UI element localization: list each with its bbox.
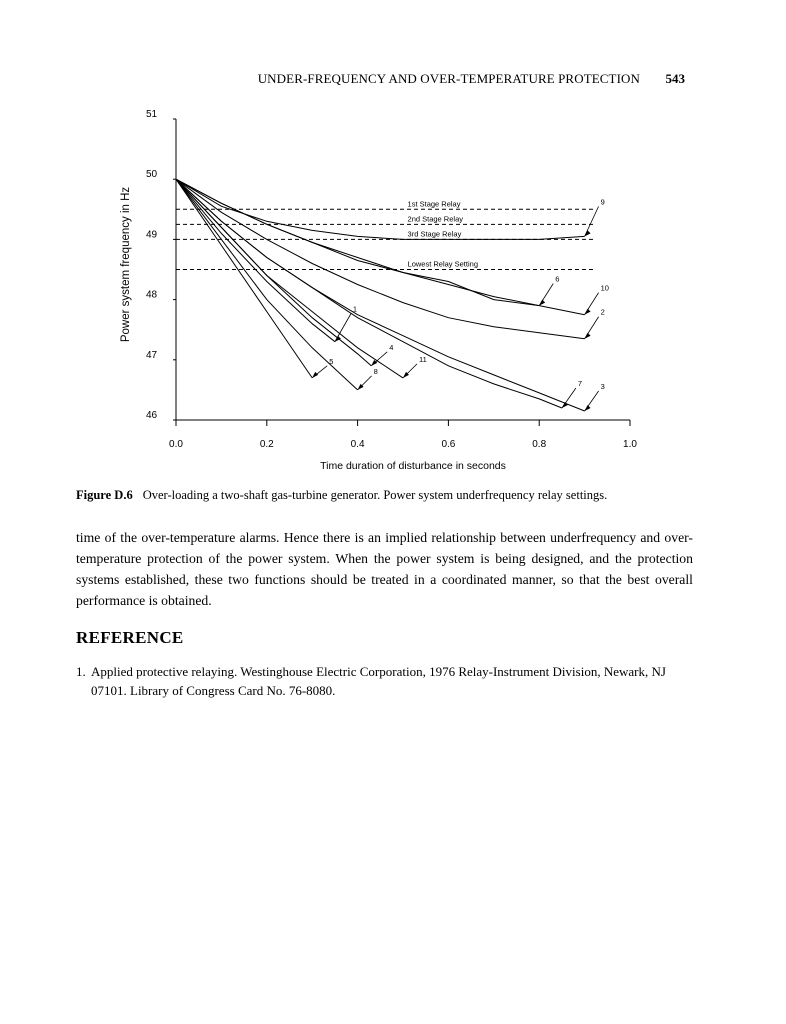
x-tick-label: 0.8 (532, 439, 547, 450)
series-label: 11 (419, 354, 427, 364)
frequency-chart (110, 105, 670, 480)
running-header (0, 71, 786, 91)
series-leader (585, 206, 599, 236)
x-tick-label: 1.0 (623, 439, 637, 450)
series-label: 2 (600, 307, 605, 317)
series-label: 8 (373, 366, 378, 376)
x-tick-label: 0.4 (350, 439, 365, 450)
figure (110, 105, 670, 480)
y-tick-label: 51 (146, 109, 158, 120)
reference-text: Applied protective relaying. Westinghouse Electric Corporation, 1976 Relay-Instrument Division, Newark, NJ 07101. Library of Congress Card No. 76-8080. (91, 664, 666, 698)
x-tick-label: 0.6 (441, 439, 456, 450)
relay-setting-label: 2nd Stage Relay (407, 214, 464, 224)
series-line (176, 179, 585, 339)
series-label: 9 (600, 197, 605, 207)
x-tick-label: 0.0 (169, 439, 183, 450)
y-tick-label: 50 (146, 169, 158, 181)
series-label: 7 (577, 378, 583, 388)
relay-setting-label: 3rd Stage Relay (407, 229, 462, 239)
y-tick-label: 46 (146, 410, 158, 421)
x-axis-label: Time duration of disturbance in seconds (320, 460, 506, 472)
series-arrowhead (585, 333, 591, 339)
series-label: 10 (600, 283, 609, 293)
series-label: 3 (600, 381, 605, 391)
y-tick-label: 48 (146, 289, 158, 301)
page-number: 543 (665, 71, 685, 86)
series-arrowhead (312, 372, 318, 378)
series-line (176, 179, 371, 366)
series-arrowhead (585, 405, 591, 411)
series-label: 4 (389, 342, 394, 352)
reference-number: 1. (76, 664, 86, 679)
body-paragraph: time of the over-temperature alarms. Hence there is an implied relationship between underfrequency and over-temperature protection of the power system. When the power system is being designed, and the protection systems established, these two functions should be treated in a coordinated manner, so that the best overall performance is obtained. (76, 530, 693, 608)
figure-label: Figure D.6 (76, 488, 133, 502)
series-arrowhead (539, 300, 545, 306)
series-label: 5 (329, 356, 334, 366)
series-line (176, 179, 562, 408)
series-arrowhead (585, 230, 591, 236)
series-label: 1 (352, 304, 358, 314)
reference-heading: REFERENCE (76, 628, 184, 647)
series-label: 6 (555, 274, 560, 284)
relay-setting-label: Lowest Relay Setting (407, 259, 479, 269)
running-header-title: UNDER-FREQUENCY AND OVER-TEMPERATURE PROTECTION (257, 71, 640, 86)
series-line (176, 179, 585, 315)
reference-item (76, 662, 693, 700)
series-arrowhead (562, 402, 568, 408)
relay-setting-label: 1st Stage Relay (407, 199, 461, 209)
x-tick-label: 0.2 (259, 439, 274, 450)
series-line (176, 179, 585, 411)
figure-caption-text: Over-loading a two-shaft gas-turbine generator. Power system underfrequency relay settings. (142, 488, 608, 502)
y-axis-label: Power system frequency in Hz (120, 186, 132, 343)
y-tick-label: 49 (146, 229, 158, 241)
series-arrowhead (585, 309, 591, 315)
figure-caption (76, 488, 716, 503)
y-tick-label: 47 (146, 349, 158, 361)
